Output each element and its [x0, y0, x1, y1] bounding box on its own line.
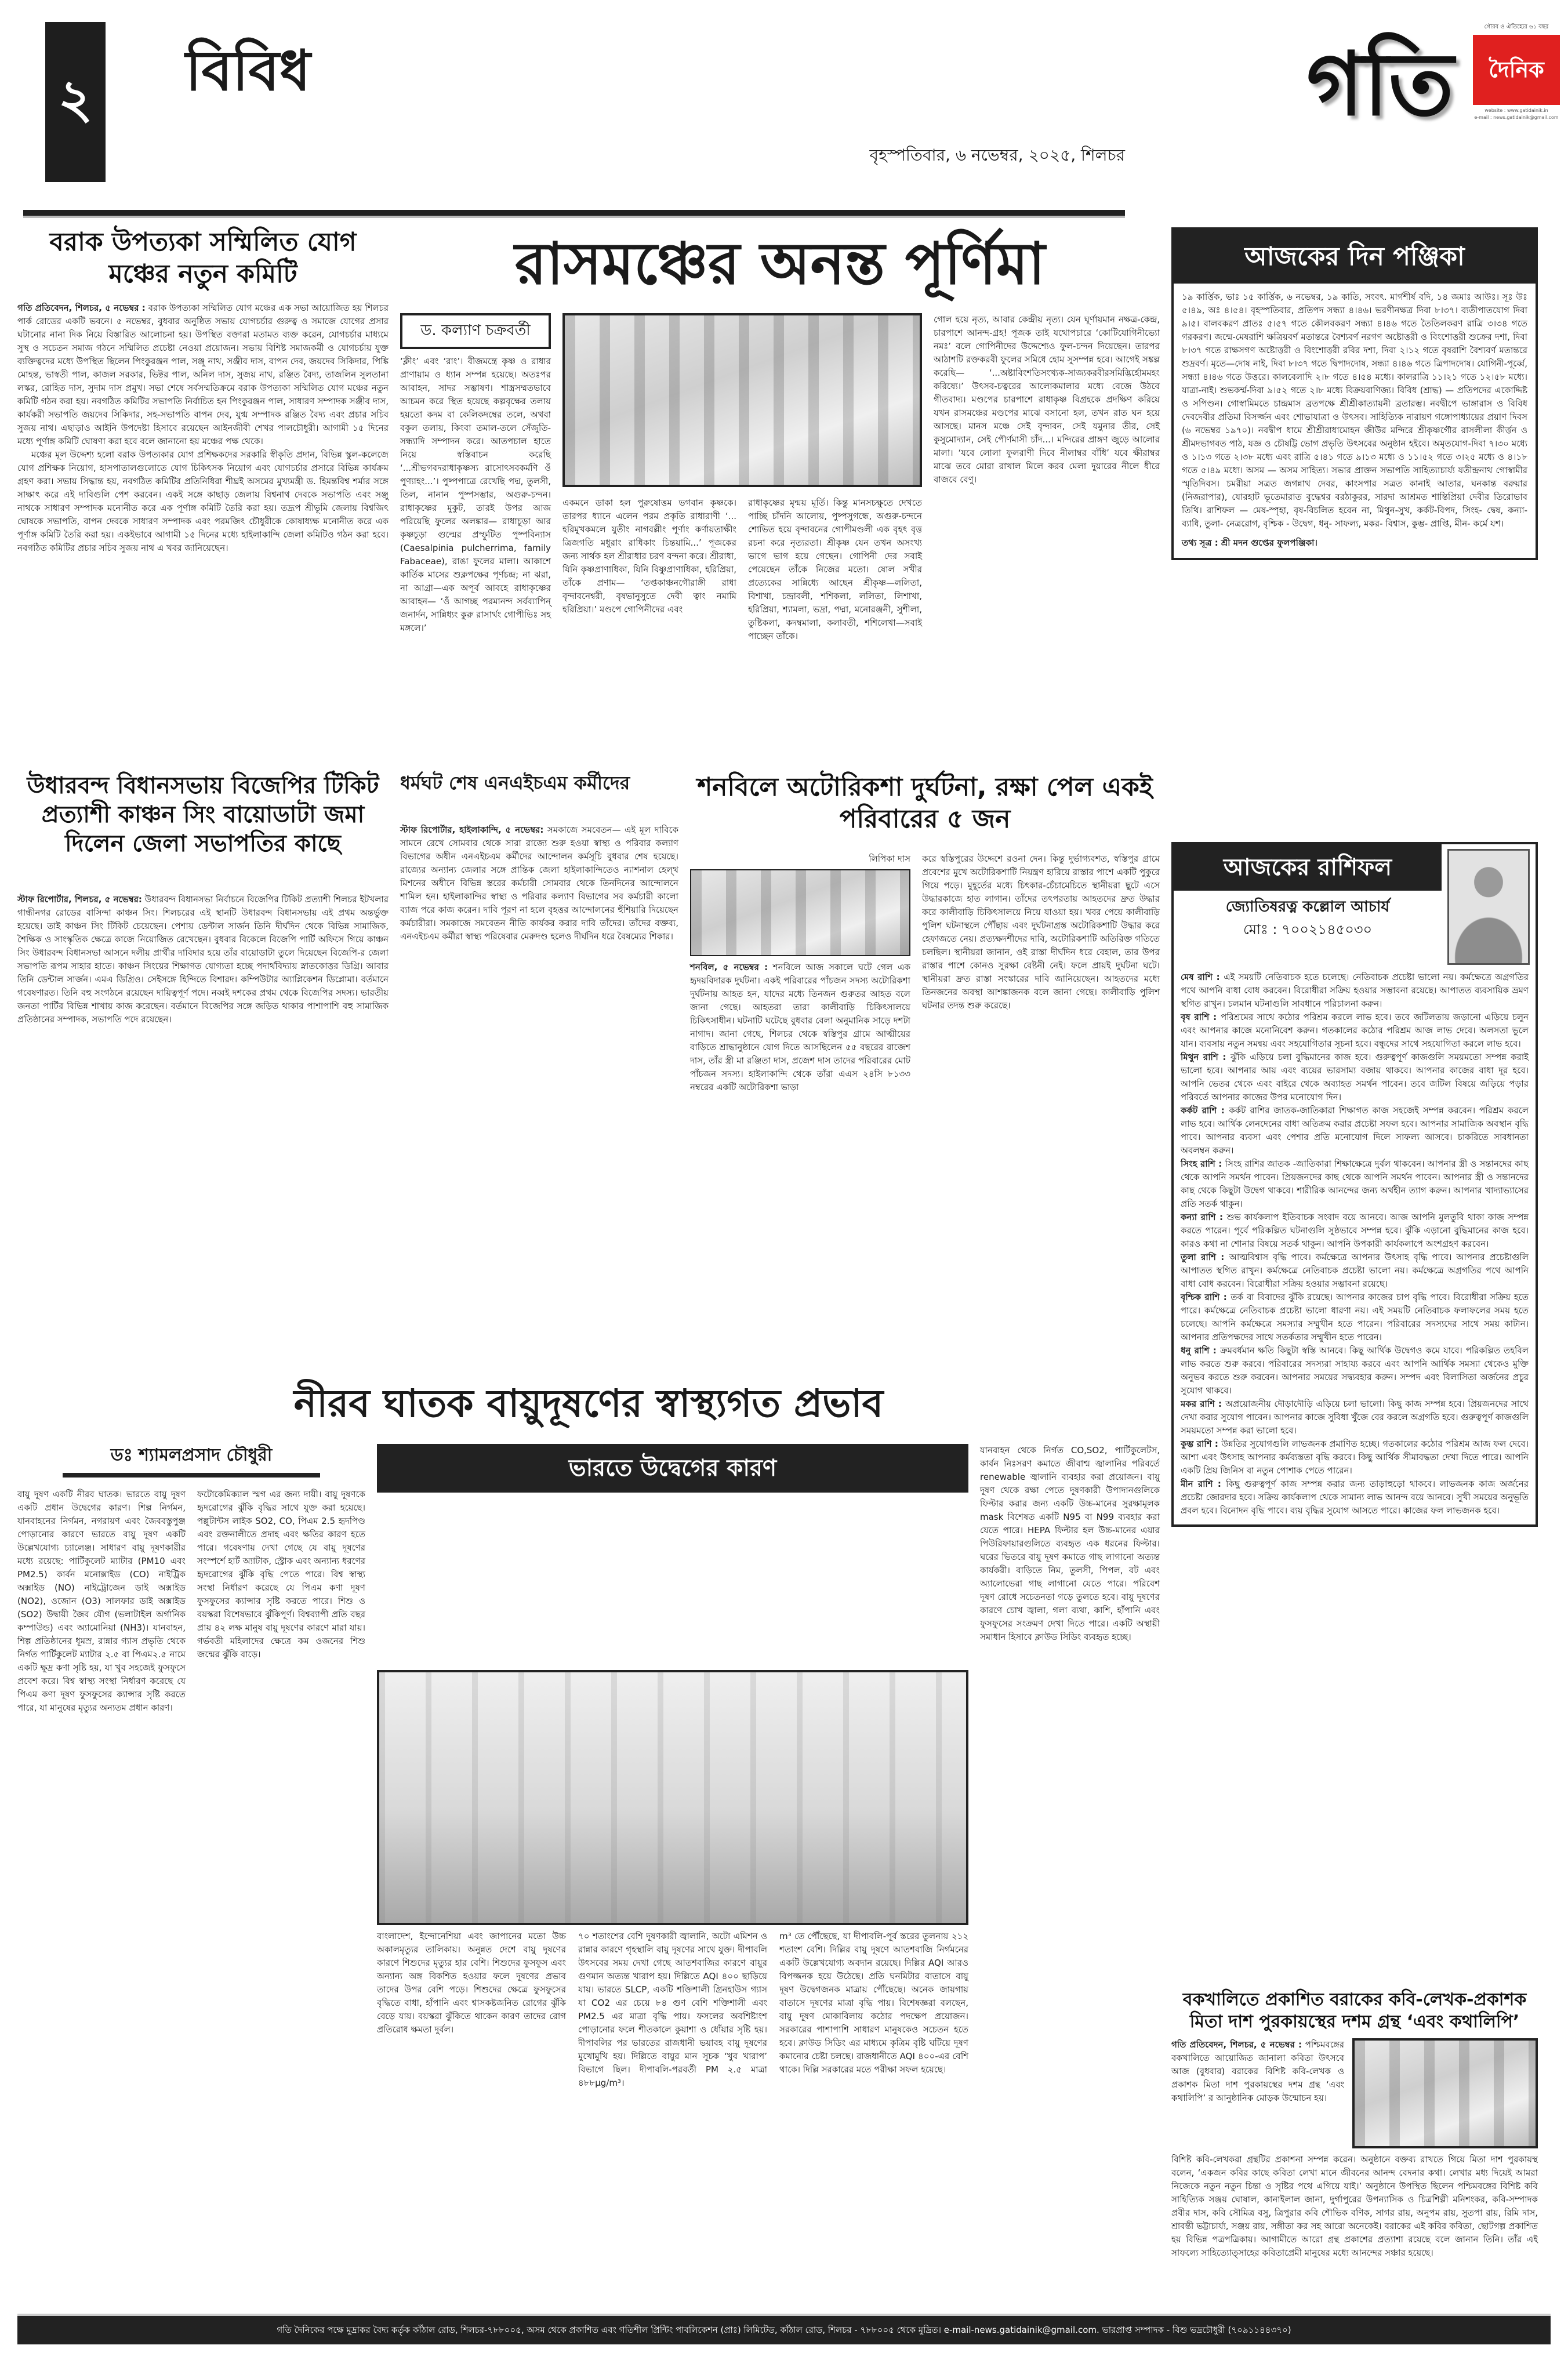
air-column-6: যানবাহন থেকে নির্গত CO,SO2, পার্টিকুলেটস, কার্বন নিঃসরণ কমাতে জীবাশ্ম জ্বালানির পরিবর্তে renewable জ্বালানি ব্যবহার করা প্রয়োজন। বায়ু দূষণ থেকে রক্ষা পেতে দূষণকারী উপাদানগুলিকে ফিল্টার করার জন্য একটি উচ্চ-মানের সুরক্ষামূলক mask বিশেষত একটি N95 বা N99 ব্যবহার করা যেতে পারে। HEPA ফিল্টার হল উচ্চ-মানের এয়ার পিউরিফায়ারগুলিতে ব্যবহৃত এক ধরনের ফিল্টার। ঘরের ভিতরে বায়ু দূষণ কমাতে গাছ লাগানো অত্যন্ত কার্যকরী। বাড়িতে নিম, তুলসী, পিপল, বট এবং অ্যালোভেরা গাছ লাগানো যেতে পারে। পরিবেশ দূষণ রোধে সচেতনতা গড়ে তুলতে হবে। বায়ু দূষণের কারণে চোখ জ্বালা, গলা ব্যথা, কাশি, হাঁপানি এবং ফুসফুসের সংক্রমণ দেখা দিতে পারে। একটি অস্থায়ী সমাধান হিসাবে ক্লাউড সিডিং ব্যবহৃত হচ্ছে।	[980, 1445, 1160, 1642]
rashi-sign-name: কন্যা রাশি :	[1181, 1212, 1227, 1222]
air-headline: নীরব ঘাতক বায়ুদূষণের স্বাস্থ্যগত প্রভাব	[293, 1381, 884, 1426]
air-column-3: বাংলাদেশ, ইন্দোনেশিয়া এবং জাপানের মতো উচ্চ অকালমৃত্যুর তালিকায়। অনুন্নত দেশে বায়ু দূষণের কারণে শিশুদের মৃত্যুর হার বেশি। শিশুদের ফুসফুস এবং অন্যান্য অঙ্গ বিকশিত হওয়ার ফলে দূষণের প্রভাব তাদের উপর বেশি পড়ে। শিশুদের ক্ষেত্রে ফুসফুসের বৃদ্ধিতে বাধা, হাঁপানি এবং শ্বাসকষ্টজনিত রোগের ঝুঁকি বেড়ে যায়। বয়স্করা ঝুঁকিতে থাকেন কারণ তাদের রোগ প্রতিরোধ ক্ষমতা দুর্বল।	[377, 1931, 566, 2035]
nhm-headline: ধর্মঘট শেষ এনএইচএম কর্মীদের	[400, 772, 630, 794]
panjika-source: তথ্য সূত্র : শ্রী মদন গুপ্তের ফুলপঞ্জিকা।	[1182, 538, 1317, 549]
rashi-sign-name: মীন রাশি :	[1181, 1479, 1226, 1489]
bjp-text: উধারবন্দ বিধানসভা নির্বাচনে বিজেপির টিকিট প্রত্যাশী শিলচর ইটখলার গান্ধীনগর রোডের বাসিন্দা কাঞ্চন সিং। শিলচরের এই স্থানটি উধারবন্দ বিধানসভায় এই প্রথম অন্তর্ভুক্ত হয়েছে। তাই কাঞ্চন সিং টিকিট চেয়েছেন। পেশায় ডেন্টাল সার্জন তিনি দীর্ঘদিন থেকে বিভিন্ন সামাজিক, শৈক্ষিক ও সাংস্কৃতিক ক্ষেত্রে কাজে নিয়োজিত রেখেছেন। বুধবার বিকেলে বিজেপি পার্টি অফিসে গিয়ে কাঞ্চন সিং উধারবন্দ বিধানসভা আসনে দলীয় প্রার্থীর দাবিদার হয়ে তাঁর বায়োডাটা তুলে দিয়েছেন বিজেপি-র জেলা সভাপতি রূপম সাহার হাতে। কাঞ্চন সিংয়ের শিক্ষাগত যোগ্যতা হচ্ছে পদার্থবিদ্যায় স্নাতকোত্তর ডিগ্রি। আবার তিনি ডেন্টাল সার্জন। এমএ ডিগ্রিও। সেইসঙ্গে হিন্দিতে বিশারদ। কম্পিউটার অ্যাপ্লিকেশন ডিপ্লোমা। বর্তমানে গবেষণারত। তিনি বহু সংগঠনে রয়েছেন দায়িত্বপূর্ণ পদে। নব্বই দশকের প্রথম থেকে বিজেপির সদস্য। ভারতীয় জনতা পার্টির বিভিন্ন শাখায় কাজ করেছেন। বর্তমানে বিজেপির সঙ্গে জড়িত থাকার পাশাপাশি বহু সামাজিক প্রতিষ্ঠানের সম্পাদক, সভাপতি পদে রয়েছেন।	[17, 894, 389, 1025]
rashi-sign-name: বৃশ্চিক রাশি :	[1181, 1292, 1231, 1302]
astrologer-photo	[1447, 849, 1530, 965]
rashi-sign-text: তর্ক বা বিবাদের ঝুঁকি রয়েছে। আপনার কাজের চাপ বৃদ্ধি পাবে। বিরোধীরা সক্রিয় হতে পারে। কর্মক্ষেত্রে নেতিবাচক প্রচেষ্টা ভালো ধারণা নয়। এই সময়টি নেতিবাচক ফলাফলের সময় হতে চলেছে। আপনি কর্মক্ষেত্রে সমস্যার সম্মুখীন হতে পারেন। পরিবারের সদস্যদের সাথে সময় কাটান। আপনার প্রতিপক্ষদের সাথে সতর্কতার সম্মুখীন হতে পারেন।	[1181, 1292, 1529, 1342]
rashi-sign-text: এই সময়টি নেতিবাচক হতে চলেছে। নেতিবাচক প্রচেষ্টা ভালো নয়। কর্মক্ষেত্রে অগ্রগতির পথে আপনি বাধা বোধ করবেন। বিরোধীরা সক্রিয় হওয়ার সম্ভাবনা রয়েছে। আপাতত ব্যবসায়িক ভ্রমণ স্থগিত রাখুন। চলমান ঘটনাগুলি সাবধানে পরিচালনা করুন।	[1181, 972, 1529, 1009]
photo-scene	[691, 870, 909, 955]
air-column-4: ৭০ শতাংশের বেশি দূষণকারী জ্বালানি, অটো এমিশন ও রান্নার কারণে গৃহস্থালি বায়ু দূষণের সাথে যুক্ত। দীপাবলি উৎসবের সময় দেখা গেছে আতশবাজির কারণে বায়ুর গুণমান অত্যন্ত খারাপ হয়। দিল্লিতে AQI ৪০০ ছাড়িয়ে যায়। ভারতে SLCP, একটি শক্তিশালী গ্রিনহাউস গ্যাস যা CO2 এর চেয়ে ৮৪ গুণ বেশি শক্তিশালী এবং PM2.5 এর মাত্রা বৃদ্ধি পায়। ফসলের অবশিষ্টাংশ পোড়ানোর ফলে শীতকালে কুয়াশা ও ধোঁয়ার সৃষ্টি হয়। দীপাবলির পর ভারতের রাজধানী ভয়াবহ বায়ু দূষণের মুখোমুখি হয়। দিল্লিতে বায়ুর মান সূচক ‘খুব খারাপ’ বিভাগে ছিল। দীপাবলি-পরবর্তী PM ২.৫ মাত্রা ৪৮৮µg/m³।	[578, 1931, 767, 2088]
yoga-dateline: গতি প্রতিবেদন, শিলচর, ৫ নভেম্বর :	[17, 303, 146, 313]
photo-people	[1355, 2041, 1536, 2146]
auto-text-1: শনবিলে আজ সকালে ঘটে গেল এক হৃদয়বিদারক দুর্ঘটনা। একই পরিবারের পাঁচজন সদস্য অটোরিকশা দুর্ঘটনায় আহত হন, যাদের মধ্যে তিনজন গুরুতর আহত বলে জানা গেছে। আহতরা তারা কালীবাড়ি চিকিৎসালয়ে চিকিৎসাধীন। ঘটনাটি ঘটেছে বুধবার বেলা অনুমানিক সাড়ে দশটা নাগাদ। জানা গেছে, শিলচর থেকে স্বস্তিপুর গ্রামে আত্মীয়ের বাড়িতে শ্রাদ্ধানুষ্ঠানে যোগ দিতে আসছিলেন ৫৫ বছরের রাজেশ দাস, তাঁর স্ত্রী মা রঞ্জিতা দাস, প্রজেশ দাস তাদের পরিবারের মোট পাঁচজন সদস্য। হাইলাকান্দি থেকে তাঁরা এএস ২৪সি ৮১৩৩ নম্বরের একটি অটোরিকশা ভাড়া	[690, 962, 910, 1092]
rashi-entry	[1181, 1291, 1529, 1344]
book-launch-photo	[1352, 2038, 1538, 2148]
air-byline-rule	[63, 1473, 320, 1478]
rashifal-list	[1174, 965, 1536, 1524]
photo-buildings	[379, 1672, 966, 1923]
air-byline: ডঃ শ্যামলপ্রসাদ চৌধুরী	[110, 1445, 273, 1465]
yoga-article-body	[17, 302, 389, 555]
bjp-article-body	[17, 893, 389, 1026]
rashi-entry	[1181, 1437, 1529, 1478]
yoga-paragraph: মঞ্চের মূল উদ্দেশ্য হলো বরাক উপত্যকার যোগ প্রশিক্ষকদের সরকারি স্বীকৃতি প্রদান, বিভিন্ন স্কুল-কলেজে যোগ প্রশিক্ষক নিয়োগ, হাসপাতালগুলোতে যোগ চিকিৎসক নিয়োগ এবং যোগচর্চার প্রসারে বিভিন্ন কার্যক্রম গ্রহণ করা। সভায় সিদ্ধান্ত হয়, নবগঠিত কমিটির প্রতিনিধিরা শীঘ্রই অসমের মুখ্যমন্ত্রী ড. হিমন্তবিশ্ব শর্মার সঙ্গে সাক্ষাৎ করে এই দাবিগুলি পেশ করবেন। একই সঙ্গে কাছাড় জেলায় বিশ্বনাথ দেবকে সভাপতি এবং সঞ্জু নাথকে সাধারণ সম্পাদক মনোনীত করে এক পূর্ণাঙ্গ কমিটি তৈরি করা হয়। তদ্রূপ শ্রীভূমি জেলায় বিশ্বজিৎ ঘোষকে সভাপতি, বাপন দেবকে সাধারণ সম্পাদক এবং পরমজিৎ চৌধুরীকে কোষাধ্যক্ষ মনোনীত করে এক পূর্ণাঙ্গ কমিটি তৈরি করা হয়। একইভাবে আগামী ১৫ দিনের মধ্যে হাইলাকান্দি জেলা কমিটিও গঠন করা হবে। নবগঠিত কমিটির প্রচার সচিব সুজয় নাথ এ খবর জানিয়েছেন।	[17, 449, 389, 553]
auto-dateline: শনবিল, ৫ নভেম্বর :	[690, 962, 768, 972]
issue-dateline: বৃহস্পতিবার, ৬ নভেম্বর, ২০২৫, শিলচর	[869, 146, 1125, 165]
book-row	[1171, 2038, 1538, 2148]
smog-traffic-photo	[377, 1670, 968, 1925]
rashifal-title: আজকের রাশিফল	[1174, 844, 1442, 891]
rashi-sign-name: কর্কট রাশি :	[1181, 1105, 1229, 1116]
page-number: ২	[58, 68, 93, 130]
rashi-sign-name: মিথুন রাশি :	[1181, 1052, 1231, 1062]
nhm-article-body	[400, 823, 678, 943]
rashi-entry	[1181, 1211, 1529, 1251]
rashifal-header	[1174, 844, 1536, 965]
newspaper-logo: গতি	[1306, 34, 1454, 135]
ras-column-2: একমনে ডাকা হল পুরুষোত্তম ভগবান কৃষ্ণকে। তারপর ধ্যানে এলেন পরম প্রকৃতি রাধারাণী ‘... হরিমুখকমলে যুতীং নাগবল্লীং পূর্ণাং কর্ণায়তাক্ষীং ত্রিজগতি মধুরাং রাধিকাং চিন্তয়ামি...’ পূজকের জন্য সার্থক হল শ্রীরাধার চরণ বন্দনা করে। শ্রীরাধা, যিনি কৃষ্ণপ্রাণাধিকা, যিনি বিষ্ণুপ্রাণাধিকা, হরিপ্রিয়া, তাঁকে প্রণাম— ‘তপ্তকাঞ্চনগৌরাঙ্গী রাধা বৃন্দাবনেশ্বরী, বৃষভানুসুতে দেবী ত্বাং নমামি হরিপ্রিয়া।’ মণ্ডপে গোপিনীদের এবং	[562, 498, 736, 615]
auto-column-1	[690, 852, 910, 1094]
rashi-entry	[1181, 1251, 1529, 1291]
rashi-sign-text: উন্নতির সুযোগগুলি লাভজনক প্রমাণিত হচ্ছে। গতকালের কঠোর পরিশ্রম আজ ফল দেবে। আশা এবং উৎসাহ আপনার কর্মব্যস্ততা বৃদ্ধি করবে। কিছু আর্থিক সীমাবদ্ধতা দেখা দিতে পারে। আপনি একটি প্রিয় জিনিস বা নতুন পোশাক পেতে পারেন।	[1181, 1439, 1529, 1476]
rashi-sign-text: পরিশ্রমের সাথে কঠোর পরিশ্রম করলে লাভ হবে। তবে জটিলতায় জড়ানো এড়িয়ে চলুন এবং আপনার কাজে মনোনিবেশ করুন। গতকালের কঠোর পরিশ্রম আজ লাভ দেবে। অলসতা ভুলে যান। ব্যবসায় নতুন সমন্বয় এবং সহযোগিতার সূচনা হবে। বন্ধুদের সাথে সহযোগিতা করলে লাভ হবে।	[1181, 1012, 1529, 1049]
bjp-headline: উধারবন্দ বিধানসভায় বিজেপির টিকিট প্রত্যাশী কাঞ্চন সিং বায়োডাটা জমা দিলেন জেলা সভাপতির কাছে	[27, 772, 379, 857]
air-subheadline: ভারতে উদ্বেগের কারণ	[377, 1444, 968, 1493]
panjika-details: ১৯ কার্ত্তিক, ভাঃ ১৫ কার্ত্তিক, ৬ নভেম্বর, ১৯ কাতি, সংবৎ. মার্গশীর্ষ বদি, ১৪ জমাঃ আউঃ। সূঃ উঃ ৫।৪৯, অঃ ৪।৫৪। বৃহস্পতিবার, প্রতিপদ সন্ধ্যা ৪।৪৬। ভরণীনক্ষত্র দিবা ৮।৩৭। ব্যতীপাতযোগ দিবা ৯।৫। বালবকরণ প্রাতঃ ৫।৫৭ গতে কৌলবকরণ সন্ধ্যা ৪।৪৬ গতে তৈতিলকরণ রাত্রি ৩।৩৪ গতে গরকরণ। জন্মে-মেষরাশি ক্ষত্রিয়বর্ণ মতান্তরে বৈশ্যবর্ণ নরগণ অষ্টোত্তরী ও বিংশোত্তরী শুক্রের দশা, দিবা ৮।৩৭ গতে রাক্ষসগণ অষ্টোত্তরী ও বিংশোত্তরী রবির দশা, দিবা ২।১২ গতে বৃষরাশি বৈশ্যবর্ণ মতান্তরে শুদ্রবর্ণ। মৃতে—দোষ নাই, দিবা ৮।৩৭ গতে দ্বিপাদদোষ, সন্ধ্যা ৪।৪৬ গতে ত্রিপাদদোষ। যোগিনী-পূর্ব্বে, সন্ধ্যা ৪।৪৬ গতে উত্তরে। কালবেলাদি ২।৮ গতে ৪।৫৪ মধ্যে। কালরাত্রি ১১।২১ গতে ১২।৫৮ মধ্যে। যাত্রা-নাই। শুভকর্ম্ম-দিবা ৯।৫২ গতে ২।৮ মধ্যে বিক্রয়বাণিজ্য। বিবিধ (শ্রাদ্ধ) — প্রতিপদের একোদ্দিষ্ট ও সপিণ্ডন। গোস্বামিমতে চান্দ্রমাস ব্রতপক্ষে শ্রীশ্রীকাত্যায়নী ব্রতারম্ভ। নবদ্বীপে ভাঙ্গারাস ও বিবিধ দেবদেবীর প্রতিমা বিসর্জ্জন এবং শোভাযাত্রা ও উৎসব। সাহিত্যিক নারায়ণ গঙ্গোপাধ্যায়ের প্রয়াণ দিবস (৬ নভেম্বর ১৯৭০)। নবদ্বীপ ধামে শ্রীশ্রীরাধামোহন জীউর মন্দিরে শ্রীকৃষ্ণগৌর রাসলীলা কীর্ত্তন ও শ্রীমদভাগবত পাঠ, যজ্ঞ ও চৌষট্টি ভোগ প্রভৃতি উৎসবের অনুষ্ঠান হইবে। অমৃতযোগ-দিবা ৭।৩০ মধ্যে ও ১।১৩ গতে ২।৩৮ মধ্যে এবং রাত্রি ৫।৪১ গতে ৯।১৩ মধ্যে ও ১১।৫২ গতে ৩।২৫ মধ্যে ও ৪।১৮ গতে ৫।৪৯ মধ্যে। অসম — অসম সাহিত্য। সভার প্রাক্তন সভাপতি সাহিত্যাচার্য্য যতীন্দ্রনাথ গোস্বামীর স্মৃতিদিবস। চমরীয়া সত্রত জগন্নাথ দেবর, কাংসপার সত্রত কানাই আতার, ঘনকান্ত বরুয়ার (নিজরাপার), যোরহাট ভূতেমারাত বুদ্ধেশ্বর বরঠাকুরর, সারদা আশ্রমত শান্তিপ্রিয়া দেবীর তিরোভাব তিথি। রাশিফল — মেষ-স্পৃহা, বৃষ-বিচলিত হবেন না, মিথুন-সুখ, কর্কট-বিপদ, সিংহ- দ্বেষ, কন্যা- ব্যাধি, তুলা- নেত্ররোগ, বৃশ্চিক - উদ্বেগ, ধনু- সাফল্য, মকর- বিশ্বাস, কুম্ভ- প্রাপ্তি, মীন- কর্মে যশ।	[1182, 292, 1527, 529]
book-column-1	[1171, 2038, 1344, 2148]
book-story	[1171, 1989, 1538, 2260]
rashi-sign-text: কর্কট রাশির জাতক-জাতিকারা শিক্ষাগত কাজ সহজেই সম্পন্ন করবেন। পরিশ্রম করলে লাভ হবে। আর্থিক লেনদেনের বাধা অতিক্রম করার প্রচেষ্টা সফল হবে। আপনার সামাজিক অবস্থান বৃদ্ধি পাবে। আপনার ব্যবসা এবং পেশার প্রতি মনোযোগ দিলে সাফল্য আসবে। চাকরিতে সাবধানতা অবলম্বন করুন।	[1181, 1105, 1529, 1156]
ras-column-4: গোল হয়ে নৃত্য, আবার কেন্দ্রীয় নৃত্য। যেন ঘূর্ণায়মান নক্ষত্র-কেন্দ্র, চারপাশে আনন্দ-গ্রহ! পূজক তাই যথোপচারে ‘কোটিযোগিনীভ্যো নমঃ’ বলে গোপিনীদের উদ্দেশ্যেও ফুল-চন্দন দিয়েছেন। তারপর আঠাশটি রক্তকরবী ফুলের সমিধে হোম সুসম্পন্ন হবে। আগেই সঙ্কল্প করেছি— ‘...অষ্টাবিংশতিসংখ্যক-সাজ্যকরবীরসমিদ্ভির্হোমমহং করিষ্যে।’ উৎসব-চত্বরের আলোকমালার মধ্যে বেজে উঠবে গীতবাদ্য। মণ্ডপের চারপাশে রাধাকৃষ্ণ বিগ্রহকে প্রদক্ষিণ করিয়ে যখন রাসমঞ্চের মণ্ডপের মাঝে বসানো হল, তখন রাত ঘন হয়ে আসছে। মানস মঞ্চে সেই বৃন্দাবন, সেই যমুনার তীর, সেই কুসুমোদ্যান, সেই পৌর্ণমাসী চাঁদ...। মন্দিরের প্রাঙ্গণ জুড়ে আলোর মালা। ‘যবে লোলা ফুলরাণী দিবে নীলাম্বর বাঁধি’ যবে ক্ষীরাম্বর মাঝে তবে মোরা রাখাল মিলে করব মেলা দুয়ারের নীলে ধীরে বাজবে বেণু।	[934, 314, 1160, 485]
yoga-headline: বরাক উপত্যকা সম্মিলিত যোগ মঞ্চের নতুন কমিটি	[49, 227, 357, 289]
ras-headline: রাসমঞ্চের অনন্ত পূর্ণিমা	[514, 230, 1046, 297]
yoga-paragraph: বরাক উপত্যকা সম্মিলিত যোগ মঞ্চের এক সভা আয়োজিত হয় শিলচর পার্ক রোডের একটি ভবনে। ৫ নভেম্বর, বুধবার অনুষ্ঠিত সভায় যোগচর্চার গুরুত্ব ও সমাজে যোগের প্রসার ঘটানোর নানা দিক নিয়ে বিস্তারিত আলোচনা হয়। উপস্থিত বক্তারা মতামত ব্যক্ত করেন, যোগচর্চার মাধ্যমে সুস্থ ও সচেতন সমাজ গঠনে সম্মিলিত প্রচেষ্টা নেওয়া প্রয়োজন। সভায় বিশিষ্ট সমাজকর্মী ও যোগচর্চায় যুক্ত ব্যক্তিত্বদের মধ্যে উপস্থিত ছিলেন পিংকুরঞ্জন পাল, সঞ্জু নাথ, সঞ্জীব দাস, বাপন দেব, জয়দেব সিকিদার, পিঙ্কি মোহন্ত, ভাস্বতী পাল, কাজল সরকার, ভিক্টর পাল, অনিল দাস, সুজয় নাথ, রঞ্জিত বৈদ্য, তাজলিন সুলতানা লস্কর, রোহিত দাস, সুদাম দাস প্রমুখ। সভা শেষে সর্বসম্মতিক্রমে বরাক উপত্যকা সম্মিলিত যোগ মঞ্চের নতুন কমিটি গঠন করা হয়। নবগঠিত কমিটির সভাপতি নির্বাচিত হন পিংকুরঞ্জন পাল, সাধারণ সম্পাদক সঞ্জীব দাস, কার্যকরী সভাপতি জয়দেব সিকিদার, সহ-সভাপতি বাপন দেব, যুগ্ম সম্পাদক রঞ্জিত বৈদ্য এবং প্রচার সচিব সুজয় নাথ। এছাড়াও আইনি উপদেষ্টা হিসাবে রয়েছেন আইনজীবী শেখর পালচৌধুরী। আগামী ১৫ দিনের মধ্যে পূর্ণাঙ্গ কমিটি ঘোষণা করা হবে বলে জানানো হয় মঞ্চের পক্ষ থেকে।	[17, 303, 389, 446]
rashi-sign-name: সিংহ রাশি :	[1181, 1159, 1225, 1169]
astrologer-name: জ্যোতিষরত্ন কল্লোল আচার্য	[1225, 898, 1390, 916]
rashi-entry	[1181, 1397, 1529, 1437]
rashi-sign-name: কুম্ভ রাশি :	[1181, 1439, 1222, 1449]
section-title: বিবিধ	[186, 38, 311, 103]
logo-contact	[1473, 107, 1560, 121]
auto-column-2: করে স্বস্তিপুরের উদ্দেশে রওনা দেন। কিন্তু দুর্ভাগ্যবশত, স্বস্তিপুর গ্রামে প্রবেশের মুখে অটোরিকশাটি নিয়ন্ত্রণ হারিয়ে রাস্তার পাশে একটি পুকুরে গিয়ে পড়ে। মুহূর্তের মধ্যে চিৎকার-চেঁচামেচিতে স্থানীয়রা ছুটে এসে উদ্ধারকাজে হাত লাগান। তাঁদের তৎপরতায় আহতদের দ্রুত উদ্ধার করে কালীবাড়ি চিকিৎসালয়ে নিয়ে যাওয়া হয়। খবর পেয়ে কালীবাড়ি পুলিশ ঘটনাস্থলে পৌঁছায় এবং দুর্ঘটনাগ্রস্ত অটোরিকশাটি উদ্ধার করে হেফাজতে নেয়। প্রত্যক্ষদর্শীদের দাবি, অটোরিকশাটি অতিরিক্ত গতিতে চলছিল। স্থানীয়রা জানান, ওই রাস্তা দীর্ঘদিন ধরে বেহাল, তার উপর রাস্তার পাশে কোনও সুরক্ষা বেষ্টনী নেই। ফলে প্রায়ই দুর্ঘটনা ঘটে। স্থানীয়রা দ্রুত রাস্তা সংস্কারের দাবি জানিয়েছেন। আহতদের মধ্যে তিনজনের অবস্থা আশঙ্কাজনক বলে জানা গেছে। কালীবাড়ি পুলিশ ঘটনার তদন্ত শুরু করেছে।	[922, 854, 1160, 1011]
auto-accident-photo	[690, 869, 910, 956]
rashi-entry	[1181, 1011, 1529, 1051]
air-column-2: ফটোকেমিক্যাল স্মগ এর জন্য দায়ী। বায়ু দূষণকে হৃদরোগের ঝুঁকি বৃদ্ধির সাথে যুক্ত করা হয়েছে। পল্লুটান্টস লাইক SO2, CO, পিএম 2.5 হৃদপিণ্ড এবং রক্তনালীতে প্রদাহ এবং ক্ষতির কারণ হতে পারে। গবেষণায় দেখা গেছে যে বায়ু দূষণের সংস্পর্শে হার্ট অ্যাটাক, স্ট্রোক এবং অন্যান্য ধরণের হৃদরোগের ঝুঁকি বৃদ্ধি পেতে পারে। বিশ্ব স্বাস্থ্য সংস্থা নির্ধারণ করেছে যে পিএম কণা দূষণ ফুসফুসের ক্যান্সার সৃষ্টি করতে পারে। শিশু ও বয়স্করা বিশেষভাবে ঝুঁকিপূর্ণ। বিশ্বব্যাপী প্রতি বছর প্রায় ৪২ লক্ষ মানুষ বায়ু দূষণের কারণে মারা যায়। গর্ভবতী মহিলাদের ক্ষেত্রে কম ওজনের শিশু জন্মের ঝুঁকি বাড়ে।	[197, 1489, 365, 1660]
auto-byline: লিপিকা দাস	[869, 854, 910, 864]
rashi-sign-name: ধনু রাশি :	[1181, 1345, 1221, 1356]
panjika-title: আজকের দিন পঞ্জিকা	[1174, 230, 1536, 284]
book-column-2: বিশিষ্ট কবি-লেখকরা গ্রন্থটির প্রকাশনা সম্পন্ন করেন। অনুষ্ঠানে বক্তব্য রাখতে গিয়ে মিতা দাশ পুরকায়স্থ বলেন, ‘একজন কবির কাছে কবিতা লেখা মানে জীবনের আনন্দ বেদনার কথা। লেখার মধ্য দিয়েই আমরা নিজেকে নতুন নতুন চিন্তা ও সৃষ্টির পথে এগিয়ে যাই।’ অনুষ্ঠানে উপস্থিত ছিলেন পশ্চিমবঙ্গের বিশিষ্ট কবি সাহিত্যিক সঞ্জয় ঘোষাল, কানাইলাল জানা, দুর্গাপুরের উপন্যাসিক ও চিত্রশিল্পী মনিশংকর, কবি-সম্পাদক প্রবীর দাস, কবি সৌমিত্র বসু, ত্রিপুরার কবি শৌভিক বণিক, সাগর রায়, অনুপম রায়, সুতপা রায়, রিমি দাস, শ্রাবন্তী ভট্টাচার্য্য, সঞ্জয় রায়, সঙ্গীতা কর সহ আরো অনেকেই। বরাকের এই কবির কবিতা, ছোটগল্প প্রকাশিত হয় বিভিন্ন পত্রপত্রিকায়। আগামীতে আরো গ্রন্থ প্রকাশের প্রত্যাশা রয়েছে বলে জানান তিনি। তাঁর এই সাফল্যে সাহিত্যোত্সাহের কবিতাপ্রেমী মানুষের মধ্যে আনন্দের সঞ্চার হয়েছে।	[1171, 2154, 1538, 2258]
air-column-5: m³ তে পৌঁছেছে, যা দীপাবলি-পূর্ব স্তরের তুলনায় ২১২ শতাংশ বেশি। দিল্লির বায়ু দূষণে আতশবাজি নির্গমনের একটি উল্লেখযোগ্য অবদান রয়েছে। দিল্লির AQI আরও বিপজ্জনক হয়ে উঠেছে। প্রতি ঘনমিটার বাতাসে বায়ু দূষণ উদ্বেগজনক মাত্রায় পৌঁছেছে। অনেক জায়গায় বাতাসে দূষণের মাত্রা বৃদ্ধি পায়। বিশেষজ্ঞরা বলছেন, বায়ু দূষণ মোকাবিলায় কঠোর পদক্ষেপ প্রয়োজন। সরকারের পাশাপাশি সাধারণ মানুষকেও সচেতন হতে হবে। ক্লাউড সিডিং এর মাধ্যমে কৃত্রিম বৃষ্টি ঘটিয়ে দূষণ কমানোর চেষ্টা চলছে। রাজধানীতে AQI ৪০০-এর বেশি থাকে। দিল্লি সরকারের মতে পরীক্ষা সফল হয়েছে।	[779, 1931, 968, 2075]
rashi-sign-text: সিংহ রাশির জাতক -জাতিকারা শিক্ষাক্ষেত্রে দুর্বল থাকবেন। আপনার স্ত্রী ও সন্তানদের কাছ থেকে আপনি সমর্থন পাবেন। প্রিয়জনদের কাছ থেকে আপনি সমর্থন পাবেন। আপনার স্ত্রী ও সন্তানদের কাছ থেকে কিছুটা উদ্বেগ থাকবে। শারীরিক আনন্দের জন্য অর্থহীন ত্যাগ করুন। আপনার খাদ্যাভ্যাসের প্রতি সতর্ক থাকুন।	[1181, 1159, 1529, 1209]
page-number-badge	[45, 22, 106, 182]
rashi-sign-name: মেষ রাশি :	[1181, 972, 1224, 982]
rashi-entry	[1181, 1051, 1529, 1104]
rashi-sign-name: তুলা রাশি :	[1181, 1252, 1229, 1262]
masthead-divider	[23, 210, 1125, 218]
auto-headline: শনবিলে অটোরিকশা দুর্ঘটনা, রক্ষা পেল একই পরিবারের ৫ জন	[697, 772, 1153, 834]
rashi-entry	[1181, 971, 1529, 1011]
logo-badge: দৈনিক	[1473, 35, 1560, 105]
ras-dance-photo	[562, 313, 922, 487]
rashifal-header-text	[1174, 844, 1442, 965]
ras-column-1: ‘ক্লীং’ এবং ‘রাং’। বীজমন্ত্রে কৃষ্ণ ও রাধার প্রাণায়াম ও ধ্যান সম্পন্ন হয়েছে। অতঃপর আবাহন, সাদর সম্ভাষণ। শাস্ত্রসম্মতভাবে আচমন করে স্থিত হয়েছে কল্পবৃক্ষের তলায় হয়তো কদম বা কেলিকদম্বের তলে, অথবা বকুল তলায়, কিংবা তমাল-তলে সেঁজুতি-সন্ধ্যাদি সম্পাদন করে। আতপচাল হাতে নিয়ে স্বস্তিবাচন করেছি ‘...শ্রীভগবদরাধাকৃষ্ণস্য রাসোৎসবকর্মণি ওঁ পুণ্যাহং...’। পুষ্পপাত্রে রেখেছি পদ্ম, তুলসী, তিল, নানান পুষ্পসম্ভার, অগুরু-চন্দন। রাধাকৃষ্ণের মুকুট, তারই উপর আজ পরিয়েছি ফুলের অলঙ্কার— রাধাচূড়া আর কৃষ্ণচূড়া গুল্মের প্রস্ফুটিত পুষ্পবিন্যাস (Caesalpinia pulcherrima, family Fabaceae), রাঙা ফুলের মালা। আকাশে কার্তিক মাসের শুক্লপক্ষের পূর্ণচন্দ্র; না ঝরা, না আগ্রা—এক অপূর্ব আবহে রাধাকৃষ্ণের আবাহন— ‘ওঁ আগচ্ছ পরমানন্দ সর্বব্যাপিন্ জনার্দন, সান্নিধ্যং কুরু রাসার্থং গোপীভিঃ সহ মঙ্গলে।’	[400, 356, 551, 633]
rashi-sign-text: কিছু গুরুত্বপূর্ণ কাজ সম্পন্ন করার জন্য তাড়াহুড়ো থাকবে। লাভজনক কাজ অর্জনের প্রচেষ্টা জোরদার হবে। সক্রিয় কার্যকলাপ থেকে সামান্য লাভ আনন্দ বয়ে আনবে। সুখী সময়ের অনুভূতি প্রবল হবে। বিনোদন বৃদ্ধি পাবে। ব্যয় বৃদ্ধির সুযোগ আসতে পারে। কাজের ফল লাভজনক হবে।	[1181, 1479, 1529, 1516]
book-dateline: গতি প্রতিবেদন, শিলচর, ৫ নভেম্বর :	[1171, 2039, 1302, 2050]
ras-column-3: রাধাকৃষ্ণের মৃন্ময় মূর্তি। কিন্তু মানসচক্ষুতে দেখতে পাচ্ছি চাঁদনি আলোয়, পুষ্পসুগন্ধে, অগুরু-চন্দনে শোভিত হয়ে বৃন্দাবনের গোপীমণ্ডলী এক বৃহৎ বৃত্ত রচনা করে নৃত্যরতা। শ্রীকৃষ্ণ যেন তখন অসংখ্য ভাগে ভাগ হয়ে গেছেন। গোপিনী দের সবাই পেয়েছেন তাঁকে নিজের মতো। ষোল সখীর প্রত্যেকের সান্নিধ্যে আছেন শ্রীকৃষ্ণ—ললিতা, বিশাখা, চন্দ্রাবলী, শশিকলা, ললিতা, লিশাখা, হরিপ্রিয়া, শ্যামলা, ভদ্রা, পদ্মা, মনোরঞ্জনী, সুশীলা, তুষ্টিকলা, কদম্বমালা, কলাবতী, শশিলেখা—সবাই পাচ্ছেন তাঁকে।	[748, 498, 922, 641]
rashi-sign-text: আত্মবিশ্বাস বৃদ্ধি পাবে। কর্মক্ষেত্রে আপনার উৎসাহ বৃদ্ধি পাবে। আপনার প্রচেষ্টাগুলি আপাতত স্থগিত রাখুন। কর্মক্ষেত্রে নেতিবাচক প্রচেষ্টা ভালো নয়। কর্মক্ষেত্রে অগ্রগতির পথে আপনি বাধা বোধ করবেন। বিরোধীরা সক্রিয় হওয়ার সম্ভাবনা রয়েছে।	[1181, 1252, 1529, 1289]
bjp-dateline: স্টাফ রিপোর্টার, শিলচর, ৫ নভেম্বর:	[17, 894, 142, 905]
ras-byline: ড. কল্যাণ চক্রবর্তী	[400, 313, 551, 349]
rashi-sign-text: ক্রমবর্ধমান ক্ষতি কিছুটা স্বস্তি আনবে। কিছু আর্থিক উদ্বেগও কমে যাবে। পরিকল্পিত তহবিল লাভ করতে শুরু করবে। পরিবারের সদস্যরা সাহায্য করবে এবং আপনি আর্থিক সমস্যা থেকেও মুক্তি অনুভব করতে শুরু করবেন। আপনার সময়ের সদ্ব্যবহার করুন। সম্পদ এবং বিলাসিতা অর্জনের প্রচুর সুযোগ থাকবে।	[1181, 1345, 1529, 1396]
rashi-sign-text: শুভ কার্যকলাপ ইতিবাচক সংবাদ বয়ে আনবে। আজ আপনি মুলতুবি থাকা কাজ সম্পন্ন করতে পারেন। পূর্বে পরিকল্পিত ঘটনাগুলি সুষ্ঠভাবে সম্পন্ন হবে। ঝুঁকি এড়ানো বুদ্ধিমানের কাজ হবে। কারও কথা না শোনার বিষয়ে সতর্ক থাকুন। আপনি উপকারী কার্যকলাপে অংশগ্রহণ করবেন।	[1181, 1212, 1529, 1249]
panjika-box	[1171, 227, 1538, 560]
rashifal-box	[1171, 842, 1538, 1527]
nhm-dateline: স্টাফ রিপোর্টার, হাইলাকান্দি, ৫ নভেম্বর:	[400, 825, 544, 835]
logo-side-panel	[1473, 23, 1560, 121]
rashi-sign-name: বৃষ রাশি :	[1181, 1012, 1221, 1022]
rashi-entry	[1181, 1344, 1529, 1397]
logo-email: e-mail : news.gatidainik@gmail.com	[1474, 115, 1559, 121]
imprint-footer: গতি দৈনিকের পক্ষে মুদ্রাকর বৈদ্য কর্তৃক কাঁঠাল রোড, শিলচর-৭৮৮০০৫, অসম থেকে প্রকাশিত এবং গতিশীল প্রিন্টিং পাবলিকেশন (প্রাঃ) লিমিটেড, কাঁঠাল রোড, শিলচর - ৭৮৮০০৫ থেকে মুদ্রিত। e-mail-news.gatidainik@gmail.com. ভারপ্রাপ্ত সম্পাদক - বিশু ভদ্রচৌধুরী (৭০৯১১৪৪৩৭০)	[17, 2314, 1551, 2344]
rashi-sign-name: মকর রাশি :	[1181, 1399, 1225, 1409]
air-column-1: বায়ু দূষণ একটি নীরব ঘাতক। ভারতে বায়ু দূষণ একটি প্রধান উদ্বেগের কারণ। শিল্প নির্গমন, যানবাহনের নির্গমন, নগরায়ণ এবং জৈববস্তুপুঞ্জ পোড়ানোর কারণে ভারতে বায়ু দূষণ একটি উল্লেখযোগ্য চ্যালেঞ্জ। সাধারণ বায়ু দূষণকারীর মধ্যে রয়েছে: পার্টিকুলেট ম্যাটার (PM10 এবং PM2.5) কার্বন মনোক্সাইড (CO) নাইট্রিক অক্সাইড (NO) নাইট্রোজেন ডাই অক্সাইড (NO2), ওজোন (O3) সালফার ডাই অক্সাইড (SO2) উদ্বায়ী জৈব যৌগ (ভলাটাইল অর্গানিক কম্পাউন্ড) এবং অ্যামোনিয়া (NH3)। যানবাহন, শিল্প প্রতিষ্ঠানের ধূমস্র, রান্নার গ্যাস প্রভৃতি থেকে নির্গত পার্টিকুলেট ম্যাটার ২.৫ বা পিএম২.৫ নামে একটি ক্ষুদ্র কণা সৃষ্টি হয়, যা খুব সহজেই ফুসফুসে প্রবেশ করে। বিশ্ব স্বাস্থ্য সংস্থা নির্ধারণ করেছে যে পিএম কণা দূষণ ফুসফুসের ক্যান্সার সৃষ্টি করতে পারে, যা মানুষের মৃত্যুর অন্যতম প্রধান কারণ।	[17, 1489, 186, 1713]
nhm-text: সমকাজে সমবেতন— এই মূল দাবিকে সামনে রেখে সোমবার থেকে সারা রাজ্যে শুরু হওয়া স্বাস্থ্য ও পরিবার কল্যাণ বিভাগের অধীন এনএইচএম কর্মীদের আন্দোলন কর্মসূচি বুধবার শেষ হয়েছে। রাজ্যের অন্যান্য জেলার সঙ্গে প্রান্তিক জেলা হাইলাকান্দিতেও ন্যাশনাল হেল্‌থ মিশনের অধীনে বিভিন্ন স্তরের কর্মচারী সোমবার থেকে তিনদিনের আন্দোলনে শামিল হন। হাইলাকান্দির স্বাস্থ্য ও পরিবার কল্যাণ বিভাগের সব কর্মচারী কালো ব্যাজ পরে কাজ করেন। দাবি পূরণ না হলে বৃহত্তর আন্দোলনের হুঁশিয়ারি দিয়েছেন কর্মচারীরা। সমকাজে সমবেতন নীতি কার্যকর করার দাবি তাঁদের। তাঁদের বক্তব্য, এনএইচএম কর্মীরা স্বাস্থ্য পরিষেবার মেরুদণ্ড হলেও দীর্ঘদিন ধরে বৈষম্যের শিকার।	[400, 825, 678, 942]
book-text-1: পশ্চিমবঙ্গের বকখালিতে আয়োজিত জানালা কবিতা উৎসবে আজ (বুধবার) বরাকের বিশিষ্ট কবি-লেখক ও প্রকাশক মিতা দাশ পুরকায়স্থের দশম গ্রন্থ ‘এবং কথালিপি’ র আনুষ্ঠানিক মোড়ক উন্মোচন হয়।	[1171, 2039, 1344, 2103]
rashi-sign-text: অপ্রয়োজনীয় দৌড়াদৌড়ি এড়িয়ে চলা ভালো। কিছু কাজ সম্পন্ন হবে। প্রিয়জনদের সাথে দেখা করার সুযোগ পাবেন। আপনার কাজে সুবিধা খুঁজে বের করলে অগ্রগতি হবে। গুরুত্বপূর্ণ কাজগুলি সময়মতো সম্পন্ন করা ভালো হবে।	[1181, 1399, 1529, 1436]
logo-tagline: গৌরব ও ঐতিহ্যের ৬১ বছর	[1484, 24, 1549, 30]
book-headline: বকখালিতে প্রকাশিত বরাকের কবি-লেখক-প্রকাশক মিতা দাশ পুরকায়স্থের দশম গ্রন্থ ‘এবং কথালিপি’	[1182, 1990, 1527, 2032]
panjika-text	[1174, 284, 1536, 558]
rashi-entry	[1181, 1478, 1529, 1518]
rashi-entry	[1181, 1104, 1529, 1157]
rashi-entry	[1181, 1157, 1529, 1211]
photo-figures	[565, 315, 920, 485]
rashi-sign-text: ঝুঁকি এড়িয়ে চলা বুদ্ধিমানের কাজ হবে। গুরুত্বপূর্ণ কাজগুলি সময়মতো সম্পন্ন করাই ভালো হবে। আপনার আয় এবং ব্যয়ের ভারসাম্য বজায় থাকবে। আপনার কাজের বাধা দূর হবে। আপনি ভেতর থেকে এবং বাইরে থেকে অব্যাহত সমর্থন পাবেন। তবে জটিল বিষয়ে জড়িয়ে পড়ার পরিবর্তে আপনার কাজের উপর মনোযোগ দিন।	[1181, 1052, 1529, 1102]
logo-website: website : www.gatidainik.in	[1484, 108, 1548, 114]
astrologer-phone: মোঃ : ৭০০২১৪৫০৩০	[1243, 921, 1373, 938]
